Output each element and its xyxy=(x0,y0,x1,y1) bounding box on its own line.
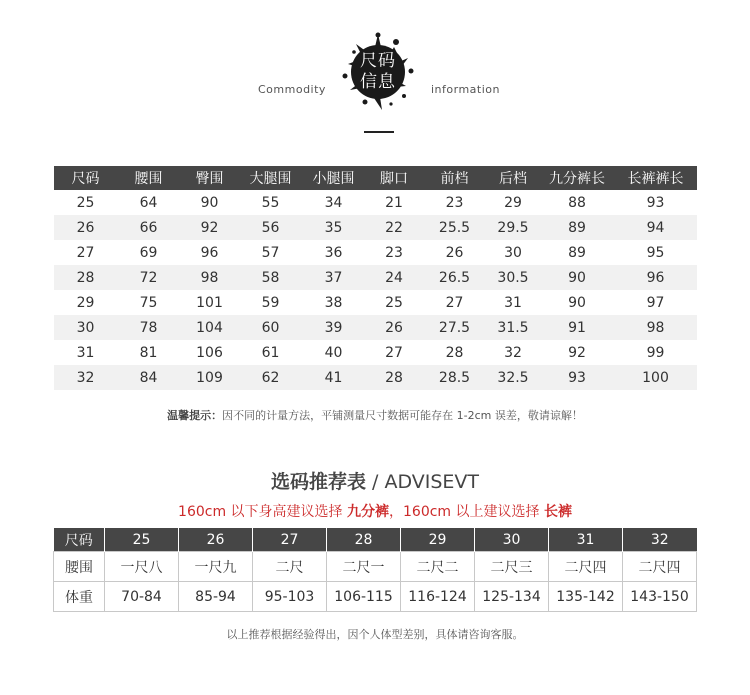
table-cell: 24 xyxy=(365,265,423,290)
advise-sub-b: 九分裤 xyxy=(347,504,389,520)
table-cell: 二尺一 xyxy=(327,552,401,582)
table-cell: 135-142 xyxy=(549,582,623,612)
table-cell: 二尺四 xyxy=(549,552,623,582)
table-cell: 59 xyxy=(261,294,280,311)
col-header: 32 xyxy=(623,528,697,552)
col-header: 28 xyxy=(327,528,401,552)
table-cell: 98 xyxy=(180,265,239,290)
table-cell: 75 xyxy=(139,294,158,311)
col-header: 27 xyxy=(253,528,327,552)
advise-sub-c: ，160cm 以上建议选择 xyxy=(389,504,544,520)
table-row xyxy=(54,265,697,290)
badge-line-2: 信息 xyxy=(360,72,396,92)
table-cell: 72 xyxy=(117,265,180,290)
table-cell: 104 xyxy=(180,315,239,340)
table-cell: 27.5 xyxy=(423,315,486,340)
advise-table-header xyxy=(54,528,697,552)
table-cell: 34 xyxy=(324,194,343,211)
table-cell: 22 xyxy=(365,215,423,240)
table-cell: 41 xyxy=(302,365,365,390)
header-underline xyxy=(364,131,394,133)
col-header: 前档 xyxy=(423,166,486,190)
table-cell: 31 xyxy=(76,344,95,361)
col-header: 30 xyxy=(475,528,549,552)
col-header: 后档 xyxy=(486,166,540,190)
table-cell: 28.5 xyxy=(423,365,486,390)
table-cell: 27 xyxy=(445,294,464,311)
table-cell: 101 xyxy=(196,294,223,311)
table-cell: 92 xyxy=(180,215,239,240)
table-cell: 143-150 xyxy=(623,582,697,612)
table-cell: 89 xyxy=(540,215,614,240)
col-header: 腰围 xyxy=(117,166,180,190)
table-cell: 27 xyxy=(76,244,95,261)
table-cell: 25 xyxy=(385,294,403,311)
col-header: 26 xyxy=(179,528,253,552)
table-cell: 60 xyxy=(239,315,302,340)
advise-title xyxy=(0,467,750,494)
ink-splat-badge xyxy=(336,30,420,114)
table-cell: 95 xyxy=(646,244,665,261)
header-left-text: Commodity xyxy=(258,83,326,96)
measurement-tip xyxy=(0,407,750,423)
table-cell: 40 xyxy=(324,344,343,361)
table-cell: 98 xyxy=(614,315,697,340)
col-header: 九分裤长 xyxy=(540,166,614,190)
table-cell: 31 xyxy=(504,294,522,311)
table-cell: 81 xyxy=(139,344,158,361)
table-cell: 93 xyxy=(646,194,665,211)
table-cell: 二尺 xyxy=(253,552,327,582)
header-right-text: information xyxy=(431,83,500,96)
table-cell: 92 xyxy=(568,344,586,361)
table-cell: 二尺三 xyxy=(475,552,549,582)
table-cell: 二尺四 xyxy=(623,552,697,582)
table-cell: 25 xyxy=(76,194,95,211)
table-cell: 96 xyxy=(614,265,697,290)
table-cell: 29 xyxy=(504,194,522,211)
table-cell: 125-134 xyxy=(475,582,549,612)
table-cell: 84 xyxy=(117,365,180,390)
table-cell: 64 xyxy=(139,194,158,211)
table-cell: 96 xyxy=(200,244,219,261)
col-header: 29 xyxy=(401,528,475,552)
table-cell: 85-94 xyxy=(179,582,253,612)
advise-title-cn: 选码推荐表 xyxy=(270,471,366,493)
table-cell: 116-124 xyxy=(401,582,475,612)
table-cell: 106 xyxy=(196,344,223,361)
table-cell: 一尺九 xyxy=(179,552,253,582)
table-cell: 61 xyxy=(261,344,280,361)
advise-table xyxy=(53,528,697,612)
table-row xyxy=(54,340,697,365)
table-cell: 23 xyxy=(445,194,464,211)
footer-note: 以上推荐根据经验得出，因个人体型差别，具体请咨询客服。 xyxy=(226,628,524,641)
table-cell: 腰围 xyxy=(54,552,105,582)
table-cell: 28 xyxy=(365,365,423,390)
table-cell: 70-84 xyxy=(105,582,179,612)
table-row xyxy=(54,315,697,340)
col-header: 大腿围 xyxy=(239,166,302,190)
col-header: 31 xyxy=(549,528,623,552)
col-header: 臀围 xyxy=(180,166,239,190)
table-cell: 90 xyxy=(200,194,219,211)
table-cell: 90 xyxy=(568,294,586,311)
table-cell: 58 xyxy=(239,265,302,290)
size-table-header xyxy=(54,166,697,190)
table-cell: 23 xyxy=(385,244,403,261)
table-cell: 35 xyxy=(302,215,365,240)
table-cell: 体重 xyxy=(54,582,105,612)
table-cell: 97 xyxy=(646,294,665,311)
table-row xyxy=(54,215,697,240)
table-cell: 93 xyxy=(540,365,614,390)
size-table xyxy=(54,166,697,390)
table-cell: 28 xyxy=(445,344,464,361)
col-header: 脚口 xyxy=(365,166,423,190)
table-cell: 55 xyxy=(261,194,280,211)
table-cell: 62 xyxy=(239,365,302,390)
table-cell: 56 xyxy=(239,215,302,240)
table-cell: 57 xyxy=(261,244,280,261)
table-cell: 30 xyxy=(504,244,522,261)
table-cell: 26.5 xyxy=(423,265,486,290)
table-cell: 36 xyxy=(324,244,343,261)
table-cell: 26 xyxy=(54,215,117,240)
table-row xyxy=(54,290,697,315)
table-cell: 66 xyxy=(117,215,180,240)
table-cell: 30 xyxy=(54,315,117,340)
table-cell: 32.5 xyxy=(486,365,540,390)
table-cell: 78 xyxy=(117,315,180,340)
advise-subtitle xyxy=(0,501,750,521)
col-header: 尺码 xyxy=(54,166,117,190)
table-cell: 109 xyxy=(180,365,239,390)
advise-sub-a: 160cm 以下身高建议选择 xyxy=(178,504,347,520)
col-header: 小腿围 xyxy=(302,166,365,190)
advise-sub-d: 长裤 xyxy=(543,504,572,520)
table-cell: 一尺八 xyxy=(105,552,179,582)
table-cell: 26 xyxy=(365,315,423,340)
table-cell: 94 xyxy=(614,215,697,240)
tip-label: 温馨提示： xyxy=(167,409,223,422)
table-cell: 99 xyxy=(646,344,665,361)
table-row xyxy=(54,190,697,215)
table-cell: 88 xyxy=(568,194,586,211)
table-cell: 37 xyxy=(302,265,365,290)
badge-line-1: 尺码 xyxy=(360,51,396,71)
table-cell: 21 xyxy=(385,194,403,211)
table-cell: 29.5 xyxy=(486,215,540,240)
table-cell: 38 xyxy=(324,294,343,311)
col-header: 尺码 xyxy=(54,528,105,552)
table-cell: 26 xyxy=(445,244,464,261)
table-cell: 30.5 xyxy=(486,265,540,290)
col-header: 长裤裤长 xyxy=(614,166,697,190)
weight-row xyxy=(54,582,697,612)
table-cell: 29 xyxy=(76,294,95,311)
table-row xyxy=(54,240,697,265)
table-cell: 32 xyxy=(54,365,117,390)
table-row xyxy=(54,365,697,390)
table-cell: 39 xyxy=(302,315,365,340)
col-header: 25 xyxy=(105,528,179,552)
table-cell: 二尺二 xyxy=(401,552,475,582)
table-cell: 100 xyxy=(614,365,697,390)
table-cell: 28 xyxy=(54,265,117,290)
table-cell: 95-103 xyxy=(253,582,327,612)
table-cell: 69 xyxy=(139,244,158,261)
table-cell: 91 xyxy=(540,315,614,340)
table-cell: 106-115 xyxy=(327,582,401,612)
table-cell: 89 xyxy=(568,244,586,261)
table-cell: 90 xyxy=(540,265,614,290)
table-cell: 31.5 xyxy=(486,315,540,340)
advise-title-en: / ADVISEVT xyxy=(365,471,480,493)
table-cell: 27 xyxy=(385,344,403,361)
waist-row xyxy=(54,552,697,582)
table-cell: 25.5 xyxy=(423,215,486,240)
table-cell: 32 xyxy=(504,344,522,361)
tip-text: 因不同的计量方法，平铺测量尺寸数据可能存在 1-2cm 误差，敬请谅解！ xyxy=(222,409,583,422)
badge-text xyxy=(336,30,420,93)
